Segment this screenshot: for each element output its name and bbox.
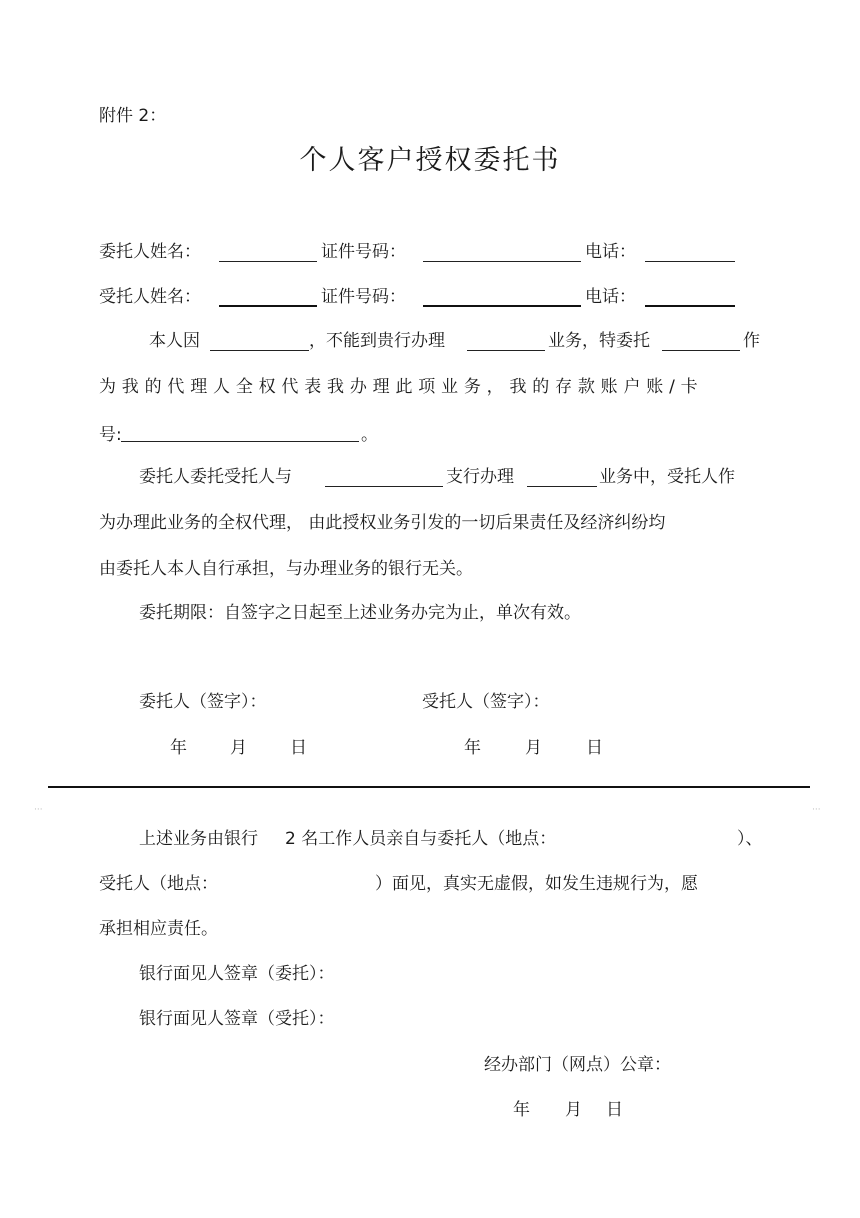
agent-signature-label: 受托人（签字）：	[422, 692, 550, 712]
para1-line2: 为 我 的 代 理 人 全 权 代 表 我 办 理 此 项 业 务 ， 我 的 存 款 账 户 账 / 卡	[99, 377, 698, 397]
principal-name-label: 委托人姓名：	[99, 242, 201, 262]
bank-day: 日	[606, 1100, 623, 1120]
principal-id-field[interactable]	[423, 261, 581, 262]
dept-seal-label: 经办部门（网点）公章：	[484, 1055, 671, 1075]
term-text: 委托期限：自签字之日起至上述业务办完为止，单次有效。	[139, 603, 581, 623]
para1-line3-suffix: 。	[361, 425, 378, 445]
principal-signature-label: 委托人（签字）：	[139, 692, 267, 712]
principal-year: 年	[170, 738, 187, 758]
bank-month: 月	[565, 1100, 582, 1120]
principal-name-field[interactable]	[219, 261, 317, 262]
para1-seg4: 作	[743, 331, 760, 351]
bank-year: 年	[513, 1100, 530, 1120]
para1-line3-prefix: 号:	[99, 425, 122, 445]
para2-line2: 为办理此业务的全权代理， 由此授权业务引发的一切后果责任及经济纠纷均	[99, 513, 666, 533]
bank-line1-c: ）、	[737, 829, 763, 849]
reason-field[interactable]	[210, 350, 309, 351]
section-divider	[48, 786, 810, 788]
branch-field[interactable]	[325, 486, 443, 487]
divider-dots-left: ···	[34, 805, 43, 815]
principal-id-label: 证件号码：	[321, 242, 406, 262]
para2-line3: 由委托人本人自行承担，与办理业务的银行无关。	[99, 559, 473, 579]
agent-phone-label: 电话：	[585, 287, 636, 307]
agent-day: 日	[586, 738, 603, 758]
bank-line1-a: 上述业务由银行	[139, 829, 258, 849]
agent-entrust-field[interactable]	[662, 350, 740, 351]
attachment-label: 附件 2：	[99, 106, 167, 126]
account-number-field[interactable]	[121, 441, 359, 442]
witness-principal-label: 银行面见人签章（委托）：	[139, 964, 335, 984]
para2-seg2: 支行办理	[446, 467, 514, 487]
agent-name-label: 受托人姓名：	[99, 287, 201, 307]
document-title: 个人客户授权委托书	[299, 145, 561, 176]
bank-line3: 承担相应责任。	[99, 919, 218, 939]
principal-phone-field[interactable]	[645, 261, 735, 262]
principal-phone-label: 电话：	[585, 242, 636, 262]
bank-line2-b: ）面见，真实无虚假，如发生违规行为，愿	[375, 874, 698, 894]
para2-seg1: 委托人委托受托人与	[139, 467, 292, 487]
agent-month: 月	[525, 738, 542, 758]
para1-seg3: 业务，特委托	[548, 331, 650, 351]
agent-year: 年	[464, 738, 481, 758]
para2-seg3: 业务中，受托人作	[599, 467, 735, 487]
business-field[interactable]	[467, 350, 545, 351]
para1-seg1: 本人因	[149, 331, 200, 351]
agent-id-label: 证件号码：	[321, 287, 406, 307]
agent-phone-field[interactable]	[645, 305, 735, 307]
bank-line2-a: 受托人（地点：	[99, 874, 218, 894]
divider-dots-right: ···	[812, 805, 821, 815]
principal-month: 月	[230, 738, 247, 758]
agent-name-field[interactable]	[219, 305, 317, 307]
agent-id-field[interactable]	[423, 305, 581, 307]
para2-business-field[interactable]	[527, 486, 597, 487]
bank-line1-b: 2 名工作人员亲自与委托人（地点：	[285, 829, 557, 849]
para1-seg2: ，不能到贵行办理	[309, 331, 445, 351]
principal-day: 日	[290, 738, 307, 758]
witness-agent-label: 银行面见人签章（受托）：	[139, 1009, 335, 1029]
